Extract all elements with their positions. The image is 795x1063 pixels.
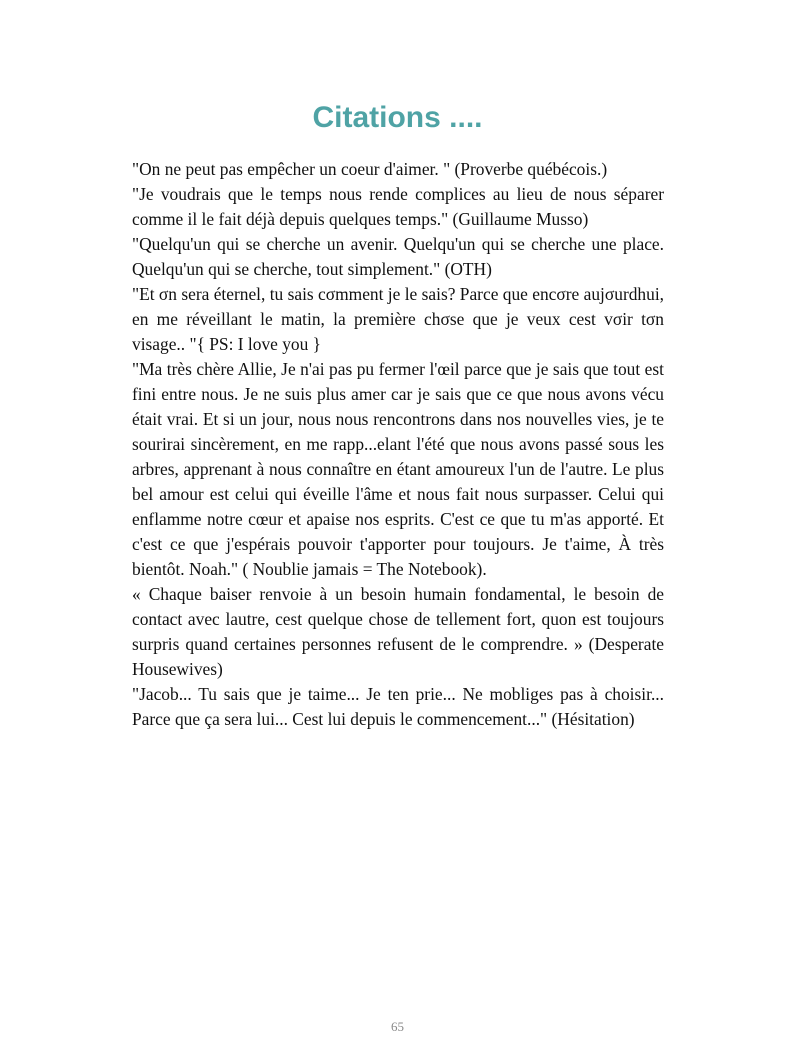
quote-paragraph: "On ne peut pas empêcher un coeur d'aimer. " (Proverbe québécois.)	[132, 159, 608, 179]
quote-paragraph: "Ma très chère Allie, Je n'ai pas pu fermer l'œil parce que je sais que tout est fini entre nous. Je ne suis plus amer car je sais que ce que nous avons vécu était vrai. Et si un jour, nous nous rencontrons dans nos nouvelles vies, je te sourirai sincèrement, en me rapp...elant l'été que nous avons passé sous les arbres, apprenant à nous connaître en étant amoureux l'un de l'autre. Le plus bel amour est celui qui éveille l'âme et nous fait nous surpasser. Celui qui enflamme notre cœur et apaise nos esprits. C'est ce que tu m'as apporté. Et c'est ce que j'espérais pouvoir t'apporter pour toujours. Je t'aime, À très bientôt. Noah." ( Noublie jamais = The Notebook).	[132, 359, 664, 579]
page-number: 65	[391, 1019, 404, 1034]
quotes-body	[132, 157, 664, 732]
page-title: Citations ....	[312, 101, 483, 134]
quote-paragraph: "Je voudrais que le temps nous rende complices au lieu de nous séparer comme il le fait déjà depuis quelques temps." (Guillaume Musso)	[132, 184, 664, 229]
quote-paragraph: "Et σn sera éternel, tu sais cσmment je le sais? Parce que encσre aujσurdhui, en me réveillant le matin, la première chσse que je veux cest vσir tσn visage.. "{ PS: I love you }	[132, 284, 664, 354]
quote-paragraph: « Chaque baiser renvoie à un besoin humain fondamental, le besoin de contact avec lautre, cest quelque chose de tellement fort, quon est toujours surpris quand certaines personnes refusent de le comprendre. » (Desperate Housewives)	[132, 584, 664, 679]
quote-paragraph: "Quelqu'un qui se cherche un avenir. Quelqu'un qui se cherche une place. Quelqu'un qui se cherche, tout simplement." (OTH)	[132, 234, 664, 279]
quote-paragraph: "Jacob... Tu sais que je taime... Je ten prie... Ne mobliges pas à choisir... Parce que ça sera lui... Cest lui depuis le commencement..." (Hésitation)	[132, 684, 664, 729]
